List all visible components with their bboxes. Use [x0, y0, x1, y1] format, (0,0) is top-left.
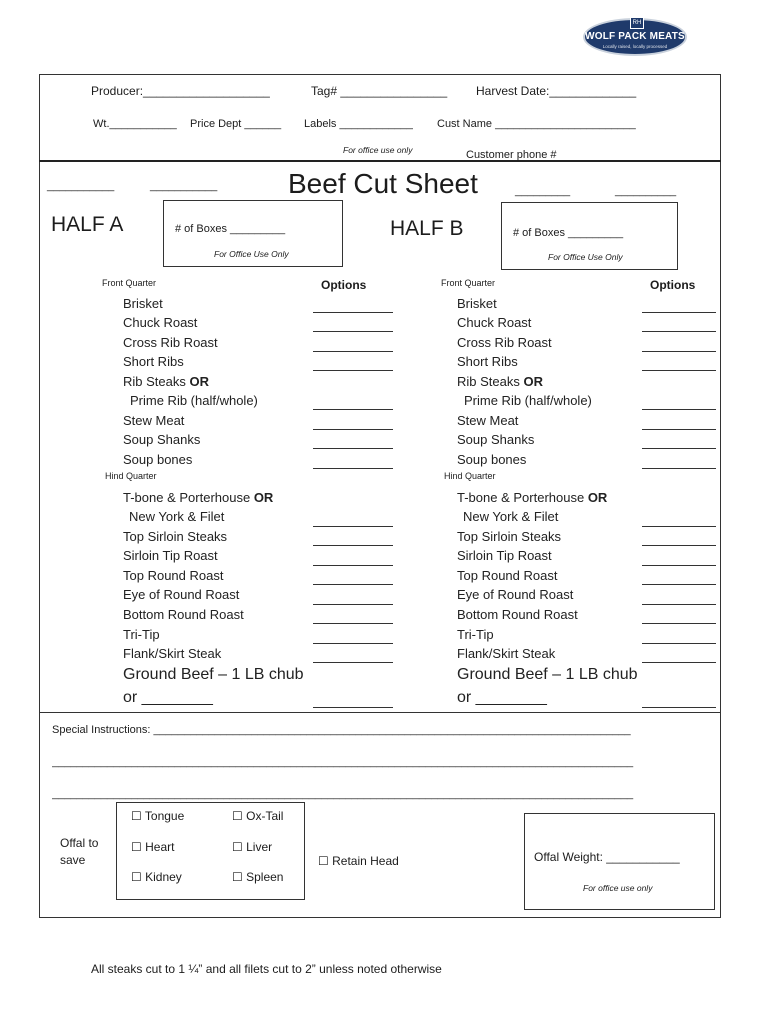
- half-a-eye-of-round: Eye of Round Roast: [123, 587, 240, 602]
- half-a-option-chuck-roast[interactable]: [313, 331, 393, 332]
- left-blank-2[interactable]: ___________: [150, 180, 218, 192]
- half-a-hind-quarter-heading: Hind Quarter: [105, 471, 157, 481]
- half-a-brisket: Brisket: [123, 296, 163, 311]
- retain-head-checkbox[interactable]: ☐: [318, 854, 329, 868]
- retain-head-label: Retain Head: [332, 854, 399, 868]
- left-blank-1[interactable]: ___________: [47, 180, 115, 192]
- offal-label-line-2: save: [60, 853, 86, 867]
- right-blank-1[interactable]: _________: [515, 185, 571, 197]
- half-b-boxes-field[interactable]: # of Boxes _________: [513, 227, 624, 239]
- half-b-option-top-round[interactable]: [642, 584, 716, 585]
- half-b-ground-beef: Ground Beef – 1 LB chub: [457, 666, 638, 683]
- half-b-rib-or: OR: [523, 374, 543, 389]
- spleen-checkbox[interactable]: ☐: [232, 870, 243, 884]
- tag-field[interactable]: Tag# ________________: [311, 84, 448, 98]
- logo-name: WOLF PACK MEATS: [585, 31, 685, 42]
- half-b-brisket: Brisket: [457, 296, 497, 311]
- tongue-option[interactable]: [131, 809, 184, 823]
- liver-checkbox[interactable]: ☐: [232, 840, 243, 854]
- half-a-ground-beef: Ground Beef – 1 LB chub: [123, 666, 304, 683]
- half-a-top-round: Top Round Roast: [123, 568, 224, 583]
- ox-tail-checkbox[interactable]: ☐: [232, 809, 243, 823]
- half-b-hind-quarter-heading: Hind Quarter: [444, 471, 496, 481]
- half-b-option-short-ribs[interactable]: [642, 370, 716, 371]
- logo-tagline: Locally raised, locally processed: [602, 44, 668, 49]
- half-b-option-stew-meat[interactable]: [642, 429, 716, 430]
- half-b-stew-meat: Stew Meat: [457, 413, 519, 428]
- half-b-bottom-round: Bottom Round Roast: [457, 607, 578, 622]
- half-b-cross-rib-roast: Cross Rib Roast: [457, 335, 552, 350]
- labels-field[interactable]: Labels ____________: [304, 118, 413, 130]
- half-b-eye-of-round: Eye of Round Roast: [457, 587, 574, 602]
- half-b-tbone: [457, 490, 607, 505]
- half-b-options-heading: Options: [650, 278, 696, 292]
- customer-phone-field[interactable]: Customer phone #: [466, 149, 557, 161]
- half-b-option-ny-filet[interactable]: [642, 526, 716, 527]
- special-divider: [39, 712, 721, 713]
- half-b-option-soup-bones[interactable]: [642, 468, 716, 469]
- price-dept-field[interactable]: Price Dept ______: [190, 118, 282, 130]
- offal-office-note: For office use only: [583, 883, 653, 893]
- half-b-option-prime-rib[interactable]: [642, 409, 716, 410]
- half-b-tbone-label: T-bone & Porterhouse: [457, 490, 588, 505]
- half-a-tbone-or: OR: [253, 490, 274, 505]
- half-b-tbone-or: OR: [587, 490, 608, 505]
- half-b-short-ribs: Short Ribs: [457, 354, 518, 369]
- liver-label: Liver: [246, 840, 273, 854]
- half-a-options-heading: Options: [321, 278, 367, 292]
- half-a-option-top-round[interactable]: [313, 584, 393, 585]
- half-a-option-soup-bones[interactable]: [313, 468, 393, 469]
- half-a-option-prime-rib[interactable]: [313, 409, 393, 410]
- half-a-top-sirloin: Top Sirloin Steaks: [123, 529, 228, 544]
- kidney-label: Kidney: [145, 870, 182, 884]
- half-a-cross-rib-roast: Cross Rib Roast: [123, 335, 218, 350]
- half-b-option-brisket[interactable]: [642, 312, 716, 313]
- half-a-rib-or: OR: [189, 374, 209, 389]
- half-a-office-note: For Office Use Only: [214, 249, 289, 259]
- half-b-option-tri-tip[interactable]: [642, 643, 716, 644]
- half-b-soup-shanks: Soup Shanks: [457, 432, 535, 447]
- half-a-option-cross-rib[interactable]: [313, 351, 393, 352]
- half-a-option-soup-shanks[interactable]: [313, 448, 393, 449]
- half-b-tri-tip: Tri-Tip: [457, 627, 494, 642]
- half-b-option-soup-shanks[interactable]: [642, 448, 716, 449]
- heart-checkbox[interactable]: ☐: [131, 840, 142, 854]
- offal-weight-field[interactable]: Offal Weight: ___________: [534, 850, 680, 864]
- half-a-flank-skirt: Flank/Skirt Steak: [123, 646, 222, 661]
- half-a-ny-filet: New York & Filet: [129, 509, 225, 524]
- half-a-rib-steaks: [123, 374, 209, 389]
- special-instructions-line-2[interactable]: _______________________________________________________________________________________________: [52, 756, 634, 768]
- producer-field[interactable]: Producer:___________________: [91, 84, 270, 98]
- offal-label-line-1: Offal to: [60, 836, 99, 850]
- half-a-tri-tip: Tri-Tip: [123, 627, 160, 642]
- kidney-option[interactable]: [131, 870, 182, 884]
- half-b-rib-steaks-label: Rib Steaks: [457, 374, 524, 389]
- half-a-option-flank-skirt[interactable]: [313, 662, 393, 663]
- heart-option[interactable]: [131, 840, 174, 854]
- half-a-soup-shanks: Soup Shanks: [123, 432, 201, 447]
- half-a-short-ribs: Short Ribs: [123, 354, 184, 369]
- half-a-ground-or[interactable]: or ________: [123, 689, 213, 706]
- special-instructions-field[interactable]: Special Instructions: ______________________________________________________________________________: [52, 724, 631, 736]
- half-a-boxes-field[interactable]: # of Boxes _________: [175, 223, 286, 235]
- half-b-option-ground-beef[interactable]: [642, 707, 716, 708]
- half-a-option-ground-beef[interactable]: [313, 707, 393, 708]
- half-b-option-bottom-round[interactable]: [642, 623, 716, 624]
- office-use-note: For office use only: [343, 145, 413, 155]
- half-a-option-brisket[interactable]: [313, 312, 393, 313]
- half-b-prime-rib: Prime Rib (half/whole): [464, 393, 592, 408]
- half-b-option-flank-skirt[interactable]: [642, 662, 716, 663]
- half-a-option-top-sirloin[interactable]: [313, 545, 393, 546]
- ox-tail-option[interactable]: [232, 809, 283, 823]
- half-b-option-chuck-roast[interactable]: [642, 331, 716, 332]
- tongue-checkbox[interactable]: ☐: [131, 809, 142, 823]
- half-a-label: HALF A: [51, 213, 124, 236]
- liver-option[interactable]: [232, 840, 272, 854]
- special-instructions-line-3[interactable]: _______________________________________________________________________________________________: [52, 788, 634, 800]
- half-b-label: HALF B: [390, 217, 464, 240]
- half-b-ny-filet: New York & Filet: [463, 509, 559, 524]
- half-a-option-eye-of-round[interactable]: [313, 604, 393, 605]
- spleen-label: Spleen: [246, 870, 284, 884]
- half-b-top-sirloin: Top Sirloin Steaks: [457, 529, 562, 544]
- half-b-chuck-roast: Chuck Roast: [457, 315, 532, 330]
- kidney-checkbox[interactable]: ☐: [131, 870, 142, 884]
- cust-name-field[interactable]: Cust Name _______________________: [437, 118, 636, 130]
- half-a-prime-rib: Prime Rib (half/whole): [130, 393, 258, 408]
- half-b-office-note: For Office Use Only: [548, 252, 623, 262]
- right-blank-2[interactable]: __________: [615, 185, 677, 197]
- harvest-date-field[interactable]: Harvest Date:_____________: [476, 84, 637, 98]
- half-b-soup-bones: Soup bones: [457, 452, 527, 467]
- weight-field[interactable]: Wt.___________: [93, 118, 177, 130]
- half-b-option-cross-rib[interactable]: [642, 351, 716, 352]
- page-title: Beef Cut Sheet: [288, 168, 478, 199]
- half-b-ground-or[interactable]: or ________: [457, 689, 547, 706]
- ox-tail-label: Ox-Tail: [246, 809, 284, 823]
- half-a-bottom-round: Bottom Round Roast: [123, 607, 244, 622]
- header-divider: [39, 160, 721, 162]
- cut-thickness-note: All steaks cut to 1 ¼” and all filets cut to 2” unless noted otherwise: [91, 962, 442, 976]
- half-a-option-short-ribs[interactable]: [313, 370, 393, 371]
- half-b-option-sirloin-tip[interactable]: [642, 565, 716, 566]
- half-a-front-quarter-heading: Front Quarter: [102, 278, 157, 288]
- heart-label: Heart: [145, 840, 175, 854]
- half-a-option-stew-meat[interactable]: [313, 429, 393, 430]
- retain-head-option[interactable]: [318, 854, 399, 868]
- half-b-rib-steaks: [457, 374, 543, 389]
- half-a-option-ny-filet[interactable]: [313, 526, 393, 527]
- half-b-option-eye-of-round[interactable]: [642, 604, 716, 605]
- half-a-rib-steaks-label: Rib Steaks: [123, 374, 190, 389]
- half-b-top-round: Top Round Roast: [457, 568, 558, 583]
- half-a-tbone-label: T-bone & Porterhouse: [123, 490, 254, 505]
- half-a-option-sirloin-tip[interactable]: [313, 565, 393, 566]
- tongue-label: Tongue: [144, 809, 185, 823]
- half-a-tbone: [123, 490, 273, 505]
- half-a-sirloin-tip: Sirloin Tip Roast: [123, 548, 218, 563]
- half-b-option-top-sirloin[interactable]: [642, 545, 716, 546]
- half-a-stew-meat: Stew Meat: [123, 413, 185, 428]
- half-a-option-tri-tip[interactable]: [313, 643, 393, 644]
- half-a-soup-bones: Soup bones: [123, 452, 193, 467]
- logo-mark: RH: [630, 17, 644, 29]
- half-b-front-quarter-heading: Front Quarter: [441, 278, 496, 288]
- half-b-sirloin-tip: Sirloin Tip Roast: [457, 548, 552, 563]
- half-a-option-bottom-round[interactable]: [313, 623, 393, 624]
- spleen-option[interactable]: [232, 870, 283, 884]
- half-a-chuck-roast: Chuck Roast: [123, 315, 198, 330]
- half-b-flank-skirt: Flank/Skirt Steak: [457, 646, 556, 661]
- wolf-pack-meats-logo: [583, 18, 687, 56]
